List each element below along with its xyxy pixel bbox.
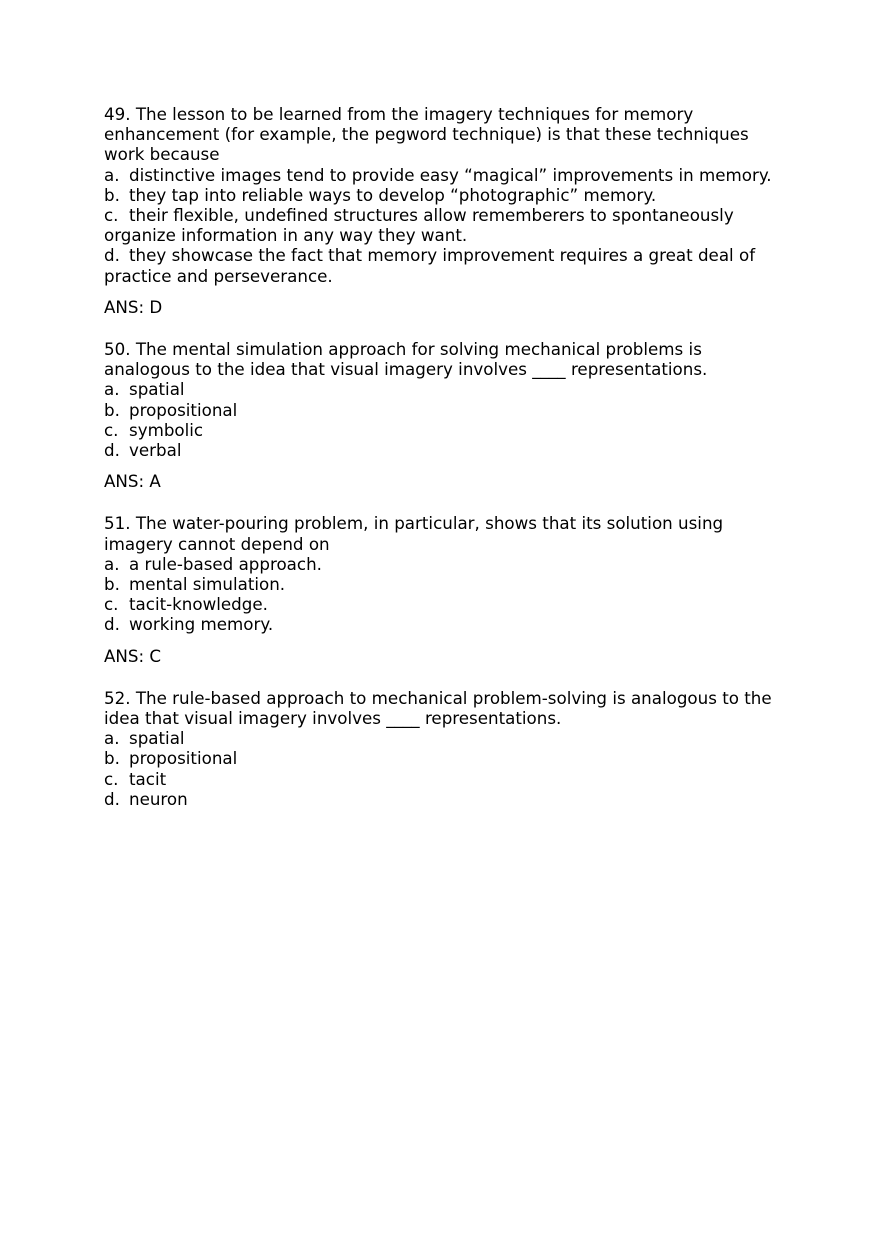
option-letter: b. xyxy=(104,748,120,769)
option-text: propositional xyxy=(129,748,238,769)
option-letter: d. xyxy=(104,614,120,635)
question-stem: 52. The rule-based approach to mechanical problem-solving is analogous to the idea that visual imagery involves ____ representations. xyxy=(104,687,772,729)
option-letter: c. xyxy=(104,419,119,440)
option-b xyxy=(104,574,776,594)
option-d xyxy=(104,245,776,285)
option-letter: b. xyxy=(104,399,120,420)
option-text: tacit-knowledge. xyxy=(129,594,268,615)
option-text: verbal xyxy=(129,440,182,461)
answer-key: ANS: D xyxy=(104,296,163,317)
option-text: tacit xyxy=(129,768,167,789)
option-letter: a. xyxy=(104,728,120,749)
option-c xyxy=(104,594,776,614)
question-49 xyxy=(104,104,776,286)
option-text: spatial xyxy=(129,379,185,400)
option-letter: c. xyxy=(104,594,119,615)
option-letter: c. xyxy=(104,205,119,226)
option-a xyxy=(104,165,776,185)
option-c xyxy=(104,205,776,245)
question-stem: 50. The mental simulation approach for solving mechanical problems is analogous to the idea that visual imagery involves ____ representations. xyxy=(104,339,708,380)
option-text: their flexible, undefined structures allow rememberers to spontaneously organize information in any way they want. xyxy=(104,205,734,246)
option-letter: b. xyxy=(104,184,120,205)
option-text: a rule-based approach. xyxy=(129,553,322,574)
option-a xyxy=(104,379,776,399)
option-text: spatial xyxy=(129,728,185,749)
option-letter: a. xyxy=(104,553,120,574)
question-stem: 51. The water-pouring problem, in particular, shows that its solution using imagery cannot depend on xyxy=(104,513,724,554)
option-d xyxy=(104,789,776,809)
option-letter: d. xyxy=(104,440,120,461)
option-b xyxy=(104,748,776,768)
option-text: working memory. xyxy=(129,614,274,635)
option-letter: a. xyxy=(104,379,120,400)
option-text: symbolic xyxy=(129,419,204,440)
option-text: distinctive images tend to provide easy “magical” improvements in memory. xyxy=(129,164,772,185)
option-b xyxy=(104,185,776,205)
option-text: they showcase the fact that memory improvement requires a great deal of practice and perseverance. xyxy=(104,245,756,286)
option-d xyxy=(104,440,776,460)
option-letter: b. xyxy=(104,574,120,595)
answer-key: ANS: A xyxy=(104,471,161,492)
option-letter: d. xyxy=(104,245,120,266)
question-51 xyxy=(104,513,776,634)
question-52 xyxy=(104,688,776,809)
option-letter: c. xyxy=(104,768,119,789)
option-a xyxy=(104,554,776,574)
question-list xyxy=(104,104,776,820)
option-b xyxy=(104,400,776,420)
question-stem: 49. The lesson to be learned from the imagery techniques for memory enhancement (for example, the pegword technique) is that these techniques work because xyxy=(104,104,749,165)
option-letter: d. xyxy=(104,788,120,809)
option-c xyxy=(104,420,776,440)
option-text: they tap into reliable ways to develop “photographic” memory. xyxy=(129,184,657,205)
option-letter: a. xyxy=(104,164,120,185)
option-text: mental simulation. xyxy=(129,574,286,595)
option-c xyxy=(104,769,776,789)
question-50 xyxy=(104,339,776,460)
option-text: propositional xyxy=(129,399,238,420)
option-text: neuron xyxy=(129,788,188,809)
option-a xyxy=(104,728,776,748)
answer-key: ANS: C xyxy=(104,645,162,666)
option-d xyxy=(104,614,776,634)
